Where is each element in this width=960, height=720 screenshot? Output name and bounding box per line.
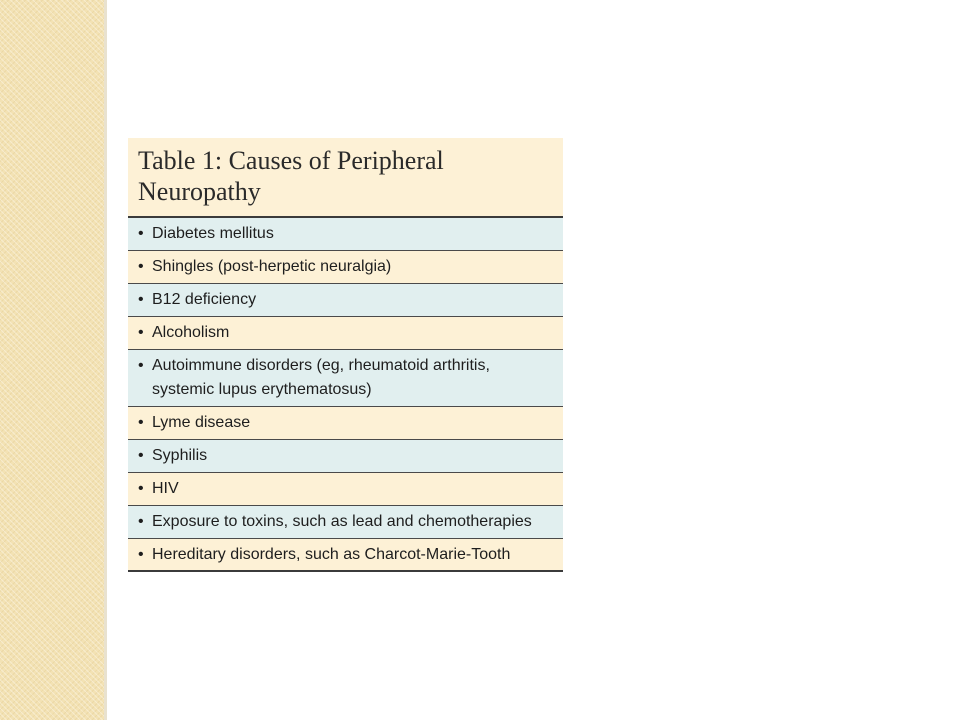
row-text: Lyme disease bbox=[152, 414, 251, 431]
bullet-icon: • bbox=[138, 324, 144, 341]
row-text: B12 deficiency bbox=[152, 291, 257, 308]
bullet-icon: • bbox=[138, 225, 144, 242]
row-text: Syphilis bbox=[152, 447, 208, 464]
bullet-icon: • bbox=[138, 480, 144, 497]
table-row bbox=[128, 440, 563, 473]
table-title bbox=[128, 138, 563, 218]
table-row bbox=[128, 539, 563, 572]
bullet-icon: • bbox=[138, 357, 144, 374]
table-row bbox=[128, 407, 563, 440]
table-title-line-2: Neuropathy bbox=[138, 177, 261, 206]
table-row bbox=[128, 473, 563, 506]
decorative-side-strip bbox=[0, 0, 104, 720]
row-text-line-2: systemic lupus erythematosus) bbox=[152, 381, 372, 398]
table-title-line-1: Table 1: Causes of Peripheral bbox=[138, 146, 444, 175]
causes-table bbox=[128, 138, 563, 572]
table-row bbox=[128, 350, 563, 407]
table-row bbox=[128, 251, 563, 284]
row-text: HIV bbox=[152, 480, 179, 497]
bullet-icon: • bbox=[138, 291, 144, 308]
bullet-icon: • bbox=[138, 546, 144, 563]
table-row bbox=[128, 218, 563, 251]
row-text: Diabetes mellitus bbox=[152, 225, 274, 242]
bullet-icon: • bbox=[138, 447, 144, 464]
side-strip-edge bbox=[104, 0, 107, 720]
bullet-icon: • bbox=[138, 513, 144, 530]
row-text bbox=[152, 354, 553, 402]
row-text: Exposure to toxins, such as lead and chemotherapies bbox=[152, 513, 532, 530]
row-text: Shingles (post-herpetic neuralgia) bbox=[152, 258, 392, 275]
bullet-icon: • bbox=[138, 414, 144, 431]
table-row bbox=[128, 317, 563, 350]
bullet-icon: • bbox=[138, 258, 144, 275]
table-row bbox=[128, 506, 563, 539]
table-row bbox=[128, 284, 563, 317]
row-text: Hereditary disorders, such as Charcot-Marie-Tooth bbox=[152, 546, 511, 563]
row-text-line-1: Autoimmune disorders (eg, rheumatoid arthritis, bbox=[152, 357, 490, 374]
row-text: Alcoholism bbox=[152, 324, 230, 341]
